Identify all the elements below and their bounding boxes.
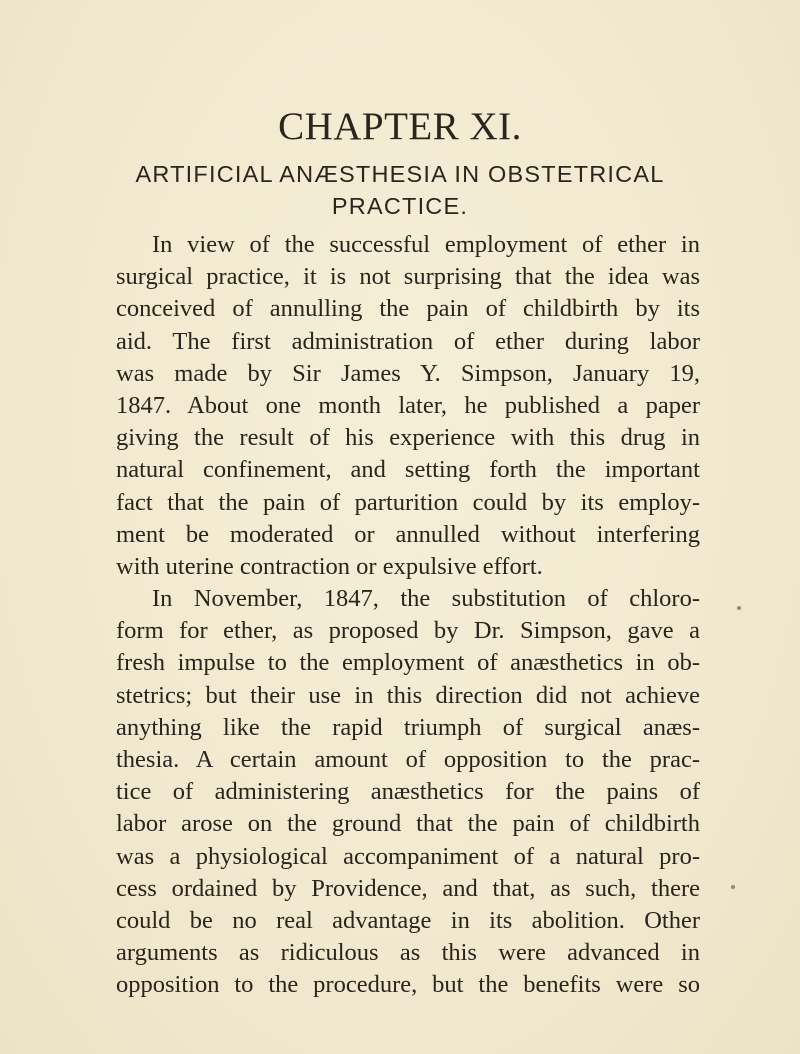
- paragraph-2-line: could be no real advantage in its abolition. Other: [116, 906, 700, 934]
- paragraph-2-line: thesia. A certain amount of opposition to the prac-: [116, 746, 700, 773]
- paragraph-1-line: conceived of annulling the pain of childbirth by its: [116, 295, 700, 323]
- chapter-subtitle-line-2: PRACTICE.: [331, 193, 469, 219]
- paragraph-2-line: opposition to the procedure, but the benefits were so: [116, 971, 700, 999]
- paragraph-2-line: labor arose on the ground that the pain of childbirth: [116, 810, 700, 838]
- paragraph-2-line: In November, 1847, the substitution of chloro-: [152, 585, 700, 613]
- body-text: [116, 229, 700, 1002]
- paragraph-1-line: 1847. About one month later, he published a paper: [116, 391, 700, 419]
- paragraph-1-line: surgical practice, it is not surprising that the idea was: [116, 263, 700, 291]
- paragraph-1-line: fact that the pain of parturition could by its employ-: [116, 488, 700, 516]
- paper-speck: [737, 606, 741, 610]
- paragraph-1-line: ment be moderated or annulled without interfering: [116, 520, 700, 548]
- paragraph-1-line: with uterine contraction or expulsive effort.: [116, 552, 543, 580]
- paragraph-2-line: form for ether, as proposed by Dr. Simpson, gave a: [116, 617, 700, 645]
- paragraph-2-line: anything like the rapid triumph of surgical anæs-: [116, 713, 700, 741]
- chapter-title: CHAPTER XI.: [278, 105, 522, 148]
- paragraph-2-line: arguments as ridiculous as this were advanced in: [116, 939, 700, 967]
- paragraph-2-line: tice of administering anæsthetics for the pains of: [116, 778, 700, 806]
- paragraph-2-line: was a physiological accompaniment of a natural pro-: [116, 842, 700, 870]
- paragraph-1-line: In view of the successful employment of ether in: [152, 231, 700, 258]
- paragraph-2-line: fresh impulse to the employment of anæsthetics in ob-: [116, 649, 700, 677]
- paper-speck: [731, 885, 735, 889]
- paragraph-2-line: cess ordained by Providence, and that, as such, there: [116, 874, 700, 902]
- paragraph-2-line: stetrics; but their use in this direction did not achieve: [116, 681, 700, 709]
- paragraph-1-line: giving the result of his experience with this drug in: [116, 424, 700, 452]
- paragraph-1-line: aid. The first administration of ether during labor: [116, 327, 700, 355]
- paragraph-1-line: natural confinement, and setting forth the important: [116, 456, 700, 484]
- chapter-subtitle-line-1: ARTIFICIAL ANÆSTHESIA IN OBSTETRICAL: [135, 161, 665, 187]
- paragraph-1-line: was made by Sir James Y. Simpson, January 19,: [116, 359, 700, 387]
